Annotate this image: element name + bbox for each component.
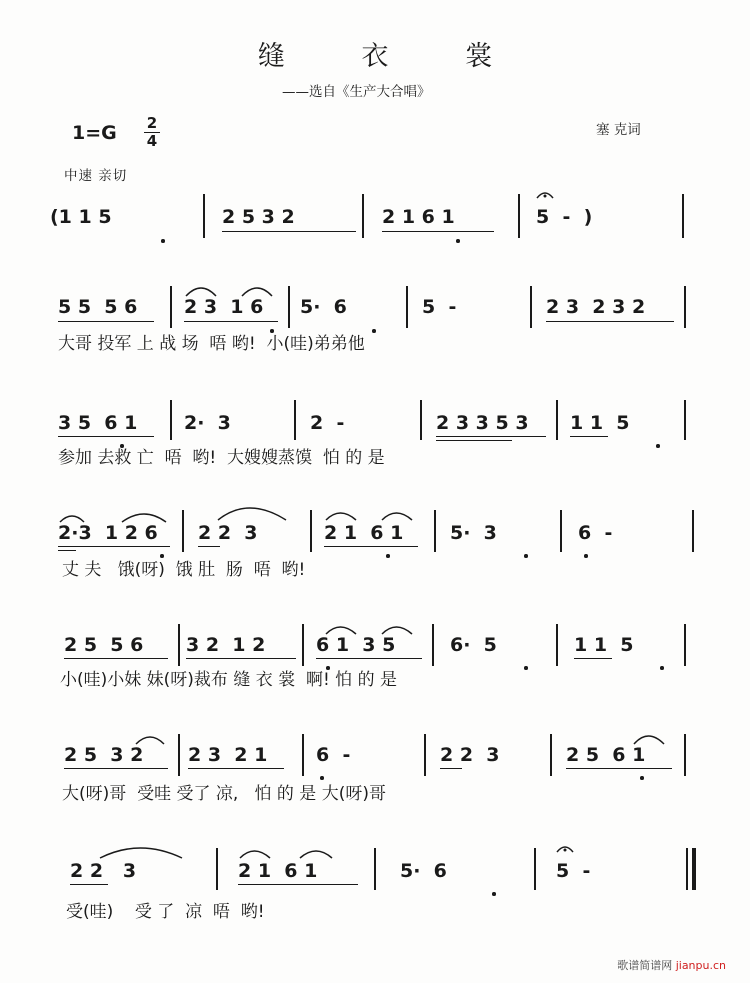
slur	[100, 848, 182, 858]
measure: 2 2 3	[198, 522, 258, 544]
measure: 2 -	[310, 412, 345, 434]
slur	[136, 737, 164, 744]
measure: 2 3 1 6	[184, 296, 264, 318]
lyrics-line: 受(哇) 受 了 凉 唔 哟!	[66, 902, 265, 922]
slur	[240, 851, 270, 858]
measure: 2 5 3 2	[64, 744, 144, 766]
measure: 3 5 6 1	[58, 412, 138, 434]
fermata-dot	[564, 849, 567, 852]
tempo-marking: 中速 亲切	[64, 168, 128, 184]
lyricist-credit: 塞 克词	[596, 122, 641, 138]
measure: 2 1 6 1	[238, 860, 318, 882]
song-source: ——选自《生产大合唱》	[282, 84, 431, 100]
time-denominator: 4	[146, 132, 158, 150]
lyrics-line: 大(呀)哥 受哇 受了 凉, 怕 的 是 大(呀)哥	[62, 784, 386, 804]
measure: 2 2 3	[440, 744, 500, 766]
slur	[300, 851, 332, 858]
measure: 2 1 6 1	[382, 206, 455, 228]
measure: 1 1 5	[574, 634, 634, 656]
measure: 2 1 6 1	[324, 522, 404, 544]
slur	[326, 627, 356, 634]
measure: 5· 3	[450, 522, 497, 544]
measure: 6 -	[578, 522, 613, 544]
measure: 2 3 2 1	[188, 744, 268, 766]
measure: 6 1 3 5	[316, 634, 396, 656]
measure: 5 -	[556, 860, 591, 882]
measure: 5 - )	[536, 206, 593, 228]
measure: 2 3 3 5 3	[436, 412, 529, 434]
lyrics-line: 丈 夫 饿(呀) 饿 肚 肠 唔 哟!	[62, 560, 306, 580]
measure: 2·3 1 2 6	[58, 522, 158, 544]
measure: 5· 6	[400, 860, 447, 882]
watermark-text: 歌谱简谱网	[617, 959, 673, 972]
slur	[634, 736, 664, 744]
key-signature: 1=G	[72, 122, 117, 144]
lyrics-line: 大哥 投军 上 战 场 唔 哟! 小(哇)弟弟他	[58, 334, 365, 354]
song-title: 缝 衣 裳	[257, 41, 527, 72]
lyrics-line: 参加 去救 亡 唔 哟! 大嫂嫂蒸馍 怕 的 是	[58, 448, 385, 468]
measure: 5 5 5 6	[58, 296, 138, 318]
slur	[122, 514, 166, 522]
time-numerator: 2	[146, 114, 158, 132]
measure: 6 -	[316, 744, 351, 766]
lyrics-line: 小(哇)小妹 妹(呀)裁布 缝 衣 裳 啊! 怕 的 是	[60, 670, 397, 690]
measure: 1 1 5	[570, 412, 630, 434]
slur	[326, 513, 356, 520]
measure: 2 5 3 2	[222, 206, 295, 228]
slur	[186, 288, 216, 296]
slur	[382, 513, 412, 520]
measure: 5· 6	[300, 296, 347, 318]
slur	[218, 508, 286, 520]
fermata-dot	[544, 195, 547, 198]
slur	[242, 288, 272, 296]
watermark-url: jianpu.cn	[675, 959, 726, 972]
measure: 6· 5	[450, 634, 497, 656]
measure: 2 5 6 1	[566, 744, 646, 766]
measure: 2 2 3	[70, 860, 137, 882]
measure: 5 -	[422, 296, 457, 318]
measure: 2· 3	[184, 412, 231, 434]
watermark	[617, 957, 726, 973]
slur	[382, 627, 412, 634]
slur	[60, 516, 84, 522]
measure: 2 3 2 3 2	[546, 296, 646, 318]
measure: (1 1 5	[50, 206, 112, 228]
measure: 3 2 1 2	[186, 634, 266, 656]
measure: 2 5 5 6	[64, 634, 144, 656]
